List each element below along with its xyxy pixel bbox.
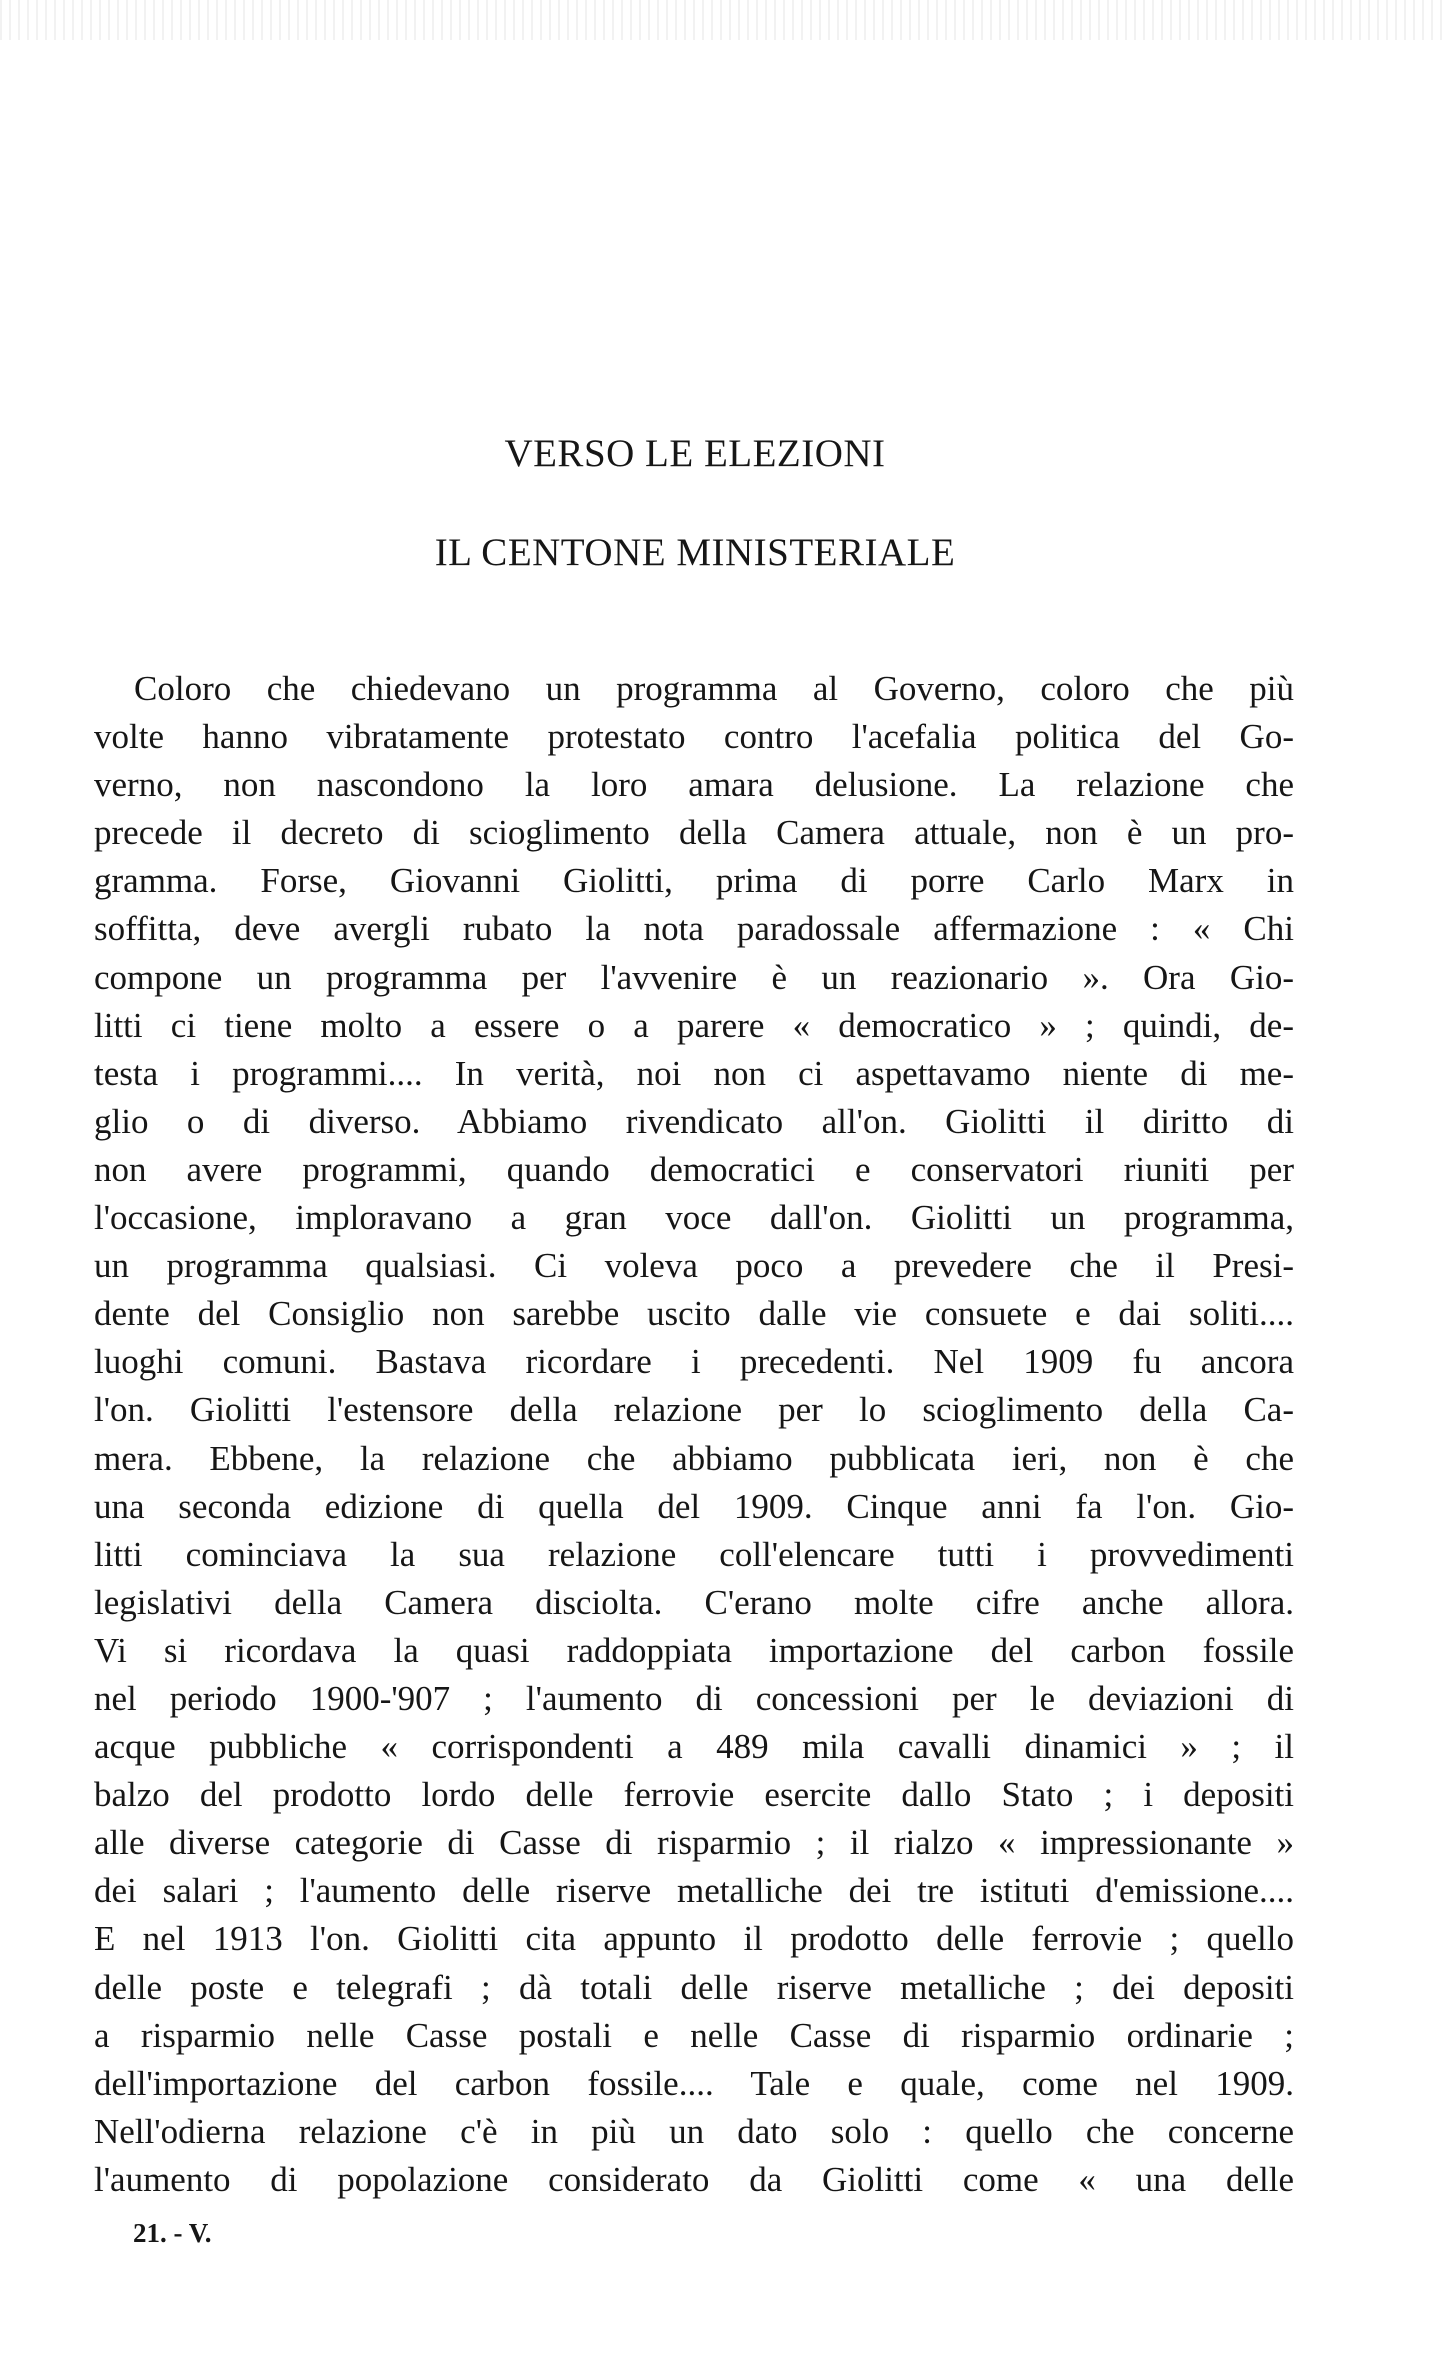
footer-signature: 21. - V. [133,2218,212,2248]
text-line: Vi si ricordava la quasi raddoppiata importazione del carbon fossile [94,1630,1294,1670]
text-line: alle diverse categorie di Casse di risparmio ; il rialzo « impressionante » [94,1823,1294,1863]
text-line: gramma. Forse, Giovanni Giolitti, prima di porre Carlo Marx in [94,861,1294,901]
section-heading: VERSO LE ELEZIONI [504,432,886,475]
text-line: una seconda edizione di quella del 1909. Cinque anni fa l'on. Gio- [94,1486,1294,1526]
article-body [94,665,1294,2204]
text-line: dell'importazione del carbon fossile.... Tale e quale, come nel 1909. [94,2063,1294,2103]
text-line: testa i programmi.... In verità, noi non ci aspettavamo niente di me- [94,1053,1294,1093]
text-line: l'occasione, imploravano a gran voce dall'on. Giolitti un programma, [94,1198,1294,1238]
text-line: litti cominciava la sua relazione coll'elencare tutti i provvedimenti [94,1534,1294,1574]
text-line: legislativi della Camera disciolta. C'erano molte cifre anche allora. [94,1582,1294,1622]
text-line: mera. Ebbene, la relazione che abbiamo pubblicata ieri, non è che [94,1438,1294,1478]
text-line: un programma qualsiasi. Ci voleva poco a prevedere che il Presi- [94,1246,1294,1286]
text-line: litti ci tiene molto a essere o a parere « democratico » ; quindi, de- [94,1005,1294,1045]
text-line: a risparmio nelle Casse postali e nelle Casse di risparmio ordinarie ; [94,2015,1294,2055]
text-line: soffitta, deve avergli rubato la nota paradossale affermazione : « Chi [94,909,1294,949]
article-title: IL CENTONE MINISTERIALE [434,531,956,574]
text-line: luoghi comuni. Bastava ricordare i precedenti. Nel 1909 fu ancora [94,1342,1294,1382]
text-line: l'on. Giolitti l'estensore della relazione per lo scioglimento della Ca- [94,1390,1294,1430]
text-line: non avere programmi, quando democratici e conservatori riuniti per [94,1149,1294,1189]
text-line: delle poste e telegrafi ; dà totali delle riserve metalliche ; dei depositi [94,1967,1294,2007]
text-line: compone un programma per l'avvenire è un reazionario ». Ora Gio- [94,957,1294,997]
text-line: E nel 1913 l'on. Giolitti cita appunto il prodotto delle ferrovie ; quello [94,1919,1294,1959]
text-line: balzo del prodotto lordo delle ferrovie esercite dallo Stato ; i depositi [94,1775,1294,1815]
text-line: volte hanno vibratamente protestato contro l'acefalia politica del Go- [94,717,1294,757]
text-line: dei salari ; l'aumento delle riserve metalliche dei tre istituti d'emissione.... [94,1871,1294,1911]
text-line: l'aumento di popolazione considerato da Giolitti come « una delle [94,2159,1294,2199]
scan-edge-noise [0,0,1447,40]
text-line: verno, non nascondono la loro amara delusione. La relazione che [94,765,1294,805]
text-line: Nell'odierna relazione c'è in più un dato solo : quello che concerne [94,2111,1294,2151]
text-line: glio o di diverso. Abbiamo rivendicato all'on. Giolitti il diritto di [94,1101,1294,1141]
text-line: acque pubbliche « corrispondenti a 489 mila cavalli dinamici » ; il [94,1727,1294,1767]
text-line: Coloro che chiedevano un programma al Governo, coloro che più [134,669,1294,708]
text-line: dente del Consiglio non sarebbe uscito dalle vie consuete e dai soliti.... [94,1294,1294,1334]
text-line: nel periodo 1900-'907 ; l'aumento di concessioni per le deviazioni di [94,1678,1294,1718]
text-line: precede il decreto di scioglimento della Camera attuale, non è un pro- [94,813,1294,853]
